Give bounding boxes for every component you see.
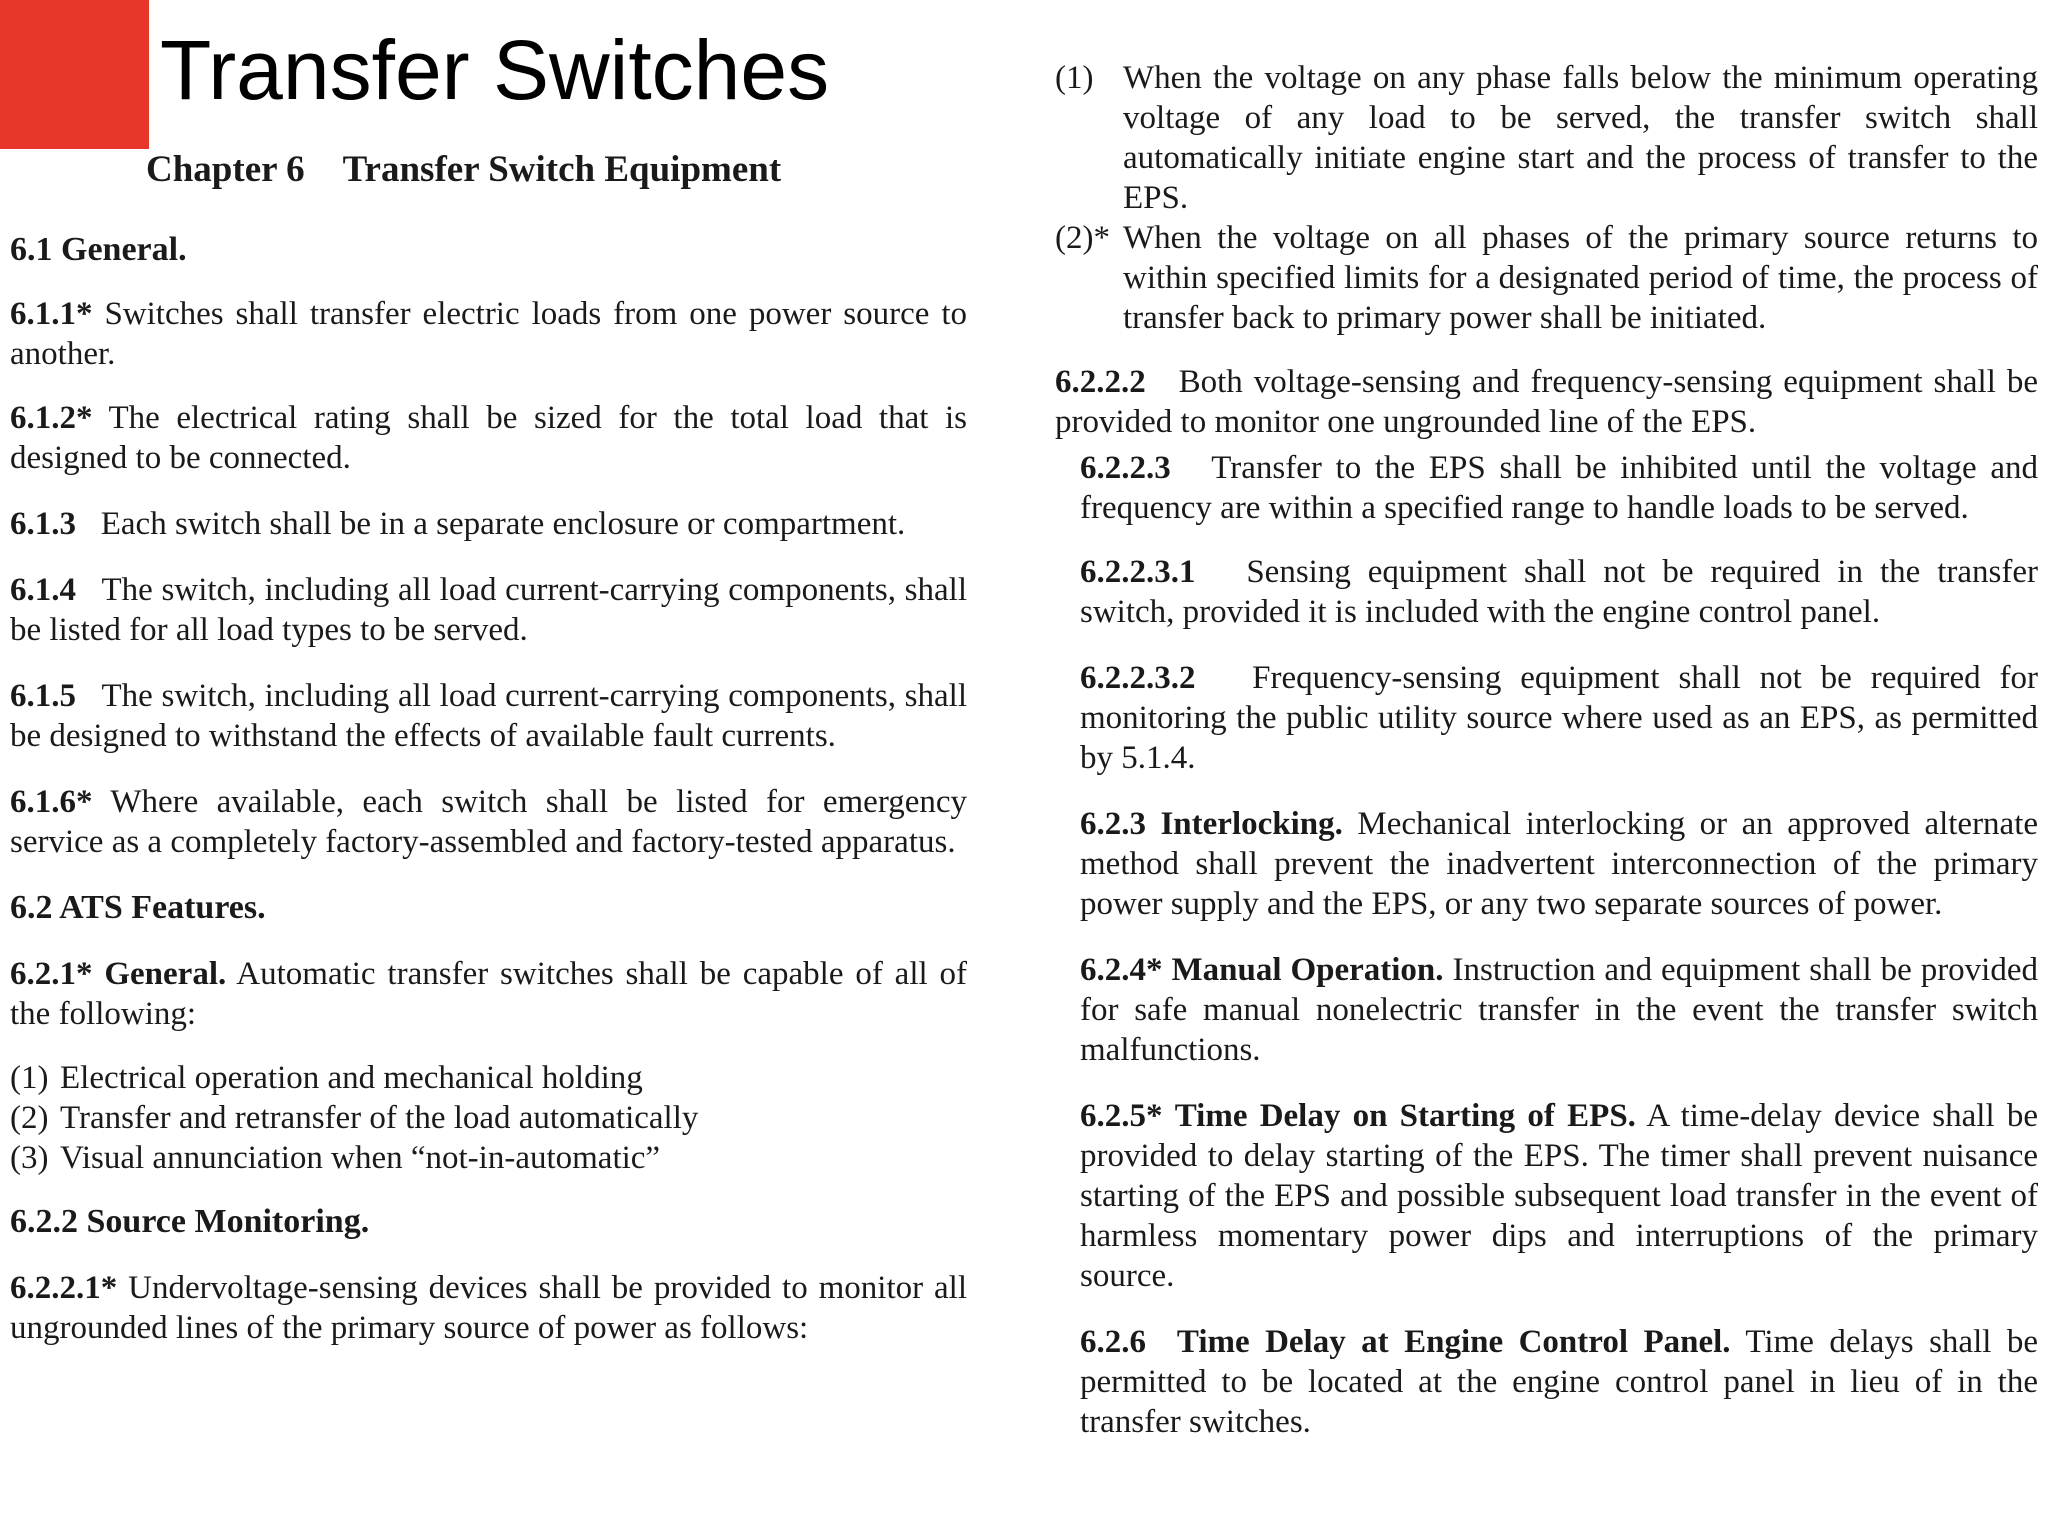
paragraph-title: Time Delay at Engine Control Panel. (1176, 1324, 1731, 1360)
list-text: Visual annunciation when “not-in-automatic” (60, 1140, 661, 1176)
paragraph-6-2-2-2 (1055, 362, 2038, 442)
chapter-title: Transfer Switch Equipment (342, 149, 782, 190)
section-number: 6.2.2.2 (1055, 364, 1146, 400)
paragraph-text: Both voltage-sensing and frequency-sensing equipment shall be provided to monitor one ungrounded line of the EPS. (1055, 364, 2038, 440)
paragraph-6-2-5 (1080, 1096, 2038, 1296)
section-number: 6.2.2.3 (1080, 450, 1171, 486)
list-text: Electrical operation and mechanical holding (60, 1060, 643, 1096)
paragraph-title: Time Delay on Starting of EPS. (1174, 1098, 1636, 1134)
list-item (10, 1058, 967, 1098)
section-number: 6.1.4 (10, 572, 76, 608)
paragraph-text: Instruction and equipment shall be provided for safe manual nonelectric transfer in the event the transfer switch malfunctions. (1080, 952, 2039, 1068)
paragraph-6-1-2 (10, 398, 967, 478)
paragraph-text: The electrical rating shall be sized for the total load that is designed to be connected. (10, 400, 967, 476)
section-number: 6.2.2.3.2 (1080, 660, 1196, 696)
paragraph-text: Sensing equipment shall not be required in the transfer switch, provided it is included with the engine control panel. (1080, 554, 2038, 630)
paragraph-text: A time-delay device shall be provided to delay starting of the EPS. The timer shall prevent nuisance starting of the EPS and possible subsequent load transfer in the event of harmless momentary power dips and interruptions of the primary source. (1080, 1098, 2039, 1294)
slide-title: Transfer Switches (160, 23, 830, 117)
section-heading-6-1: 6.1 General. (10, 231, 187, 268)
paragraph-text: The switch, including all load current-carrying components, shall be designed to withstand the effects of available fault currents. (10, 678, 968, 754)
list-text: Transfer and retransfer of the load automatically (60, 1100, 699, 1136)
section-number: 6.2.2.3.1 (1080, 554, 1196, 590)
paragraph-text: Undervoltage-sensing devices shall be provided to monitor all ungrounded lines of the primary source of power as follows: (10, 1270, 968, 1346)
paragraph-text: Each switch shall be in a separate enclosure or compartment. (100, 506, 906, 542)
list-text: When the voltage on any phase falls below the minimum operating voltage of any load to be served, the transfer switch shall automatically initiate engine start and the process of transfer to the EPS. (1123, 60, 2038, 216)
paragraph-6-2-1 (10, 954, 967, 1034)
paragraph-6-1-4 (10, 570, 967, 650)
section-number: 6.2.4* (1080, 952, 1163, 988)
capability-list (10, 1058, 967, 1178)
paragraph-6-2-2-1 (10, 1268, 967, 1348)
list-number: (2) (10, 1100, 49, 1136)
paragraph-text: Switches shall transfer electric loads from one power source to another. (10, 296, 967, 372)
chapter-number: Chapter 6 (146, 149, 305, 190)
paragraph-text: Mechanical interlocking or an approved alternate method shall prevent the inadvertent interconnection of the primary power supply and the EPS, or any two separate sources of power. (1080, 806, 2039, 922)
paragraph-text: Where available, each switch shall be listed for emergency service as a completely factory-assembled and factory-tested apparatus. (10, 784, 968, 860)
section-number: 6.2.6 (1080, 1324, 1146, 1360)
list-text: When the voltage on all phases of the primary source returns to within specified limits for a designated period of time, the process of transfer back to primary power shall be initiated. (1123, 220, 2038, 336)
section-number: 6.1.3 (10, 506, 76, 542)
paragraph-6-2-4 (1080, 950, 2038, 1070)
list-number: (1) (1055, 60, 1094, 96)
list-item (10, 1138, 967, 1178)
section-number: 6.1.2* (10, 400, 93, 436)
monitoring-list (1055, 58, 2038, 338)
paragraph-6-2-2-3-1 (1080, 552, 2038, 632)
paragraph-6-2-2-3 (1080, 448, 2038, 528)
right-column (1055, 58, 2038, 1442)
accent-block (0, 0, 149, 149)
paragraph-title: General. (104, 956, 227, 992)
section-number: 6.1.1* (10, 296, 93, 332)
paragraph-text: Time delays shall be permitted to be located at the engine control panel in lieu of in the transfer switches. (1080, 1324, 2039, 1440)
list-item (10, 1098, 967, 1138)
paragraph-text: Automatic transfer switches shall be capable of all of the following: (10, 956, 967, 1032)
paragraph-6-1-5 (10, 676, 967, 756)
paragraph-6-2-3 (1080, 804, 2038, 924)
paragraph-text: The switch, including all load current-carrying components, shall be listed for all load types to be served. (10, 572, 968, 648)
paragraph-6-2-2-3-2 (1080, 658, 2038, 778)
list-number: (3) (10, 1140, 49, 1176)
section-heading-6-2-2: 6.2.2 Source Monitoring. (10, 1203, 370, 1240)
paragraph-text: Transfer to the EPS shall be inhibited until the voltage and frequency are within a specified range to handle loads to be served. (1080, 450, 2038, 526)
paragraph-6-2-6 (1080, 1322, 2038, 1442)
list-number: (1) (10, 1060, 49, 1096)
paragraph-title: Interlocking. (1160, 806, 1343, 842)
list-number: (2)* (1055, 220, 1110, 256)
list-item (1055, 58, 2038, 218)
paragraph-6-1-3 (10, 504, 967, 544)
section-number: 6.2.1* (10, 956, 93, 992)
paragraph-title: Manual Operation. (1171, 952, 1444, 988)
paragraph-text: Frequency-sensing equipment shall not be required for monitoring the public utility source where used as an EPS, as permitted by 5.1.4. (1080, 660, 2038, 776)
list-item (1055, 218, 2038, 338)
section-number: 6.2.3 (1080, 806, 1146, 842)
left-column (10, 230, 967, 1348)
section-heading-6-2: 6.2 ATS Features. (10, 889, 266, 926)
section-number: 6.1.6* (10, 784, 93, 820)
section-number: 6.2.5* (1080, 1098, 1163, 1134)
section-number: 6.2.2.1* (10, 1270, 118, 1306)
paragraph-6-1-1 (10, 294, 967, 374)
chapter-heading (146, 148, 781, 191)
paragraph-6-1-6 (10, 782, 967, 862)
section-number: 6.1.5 (10, 678, 76, 714)
